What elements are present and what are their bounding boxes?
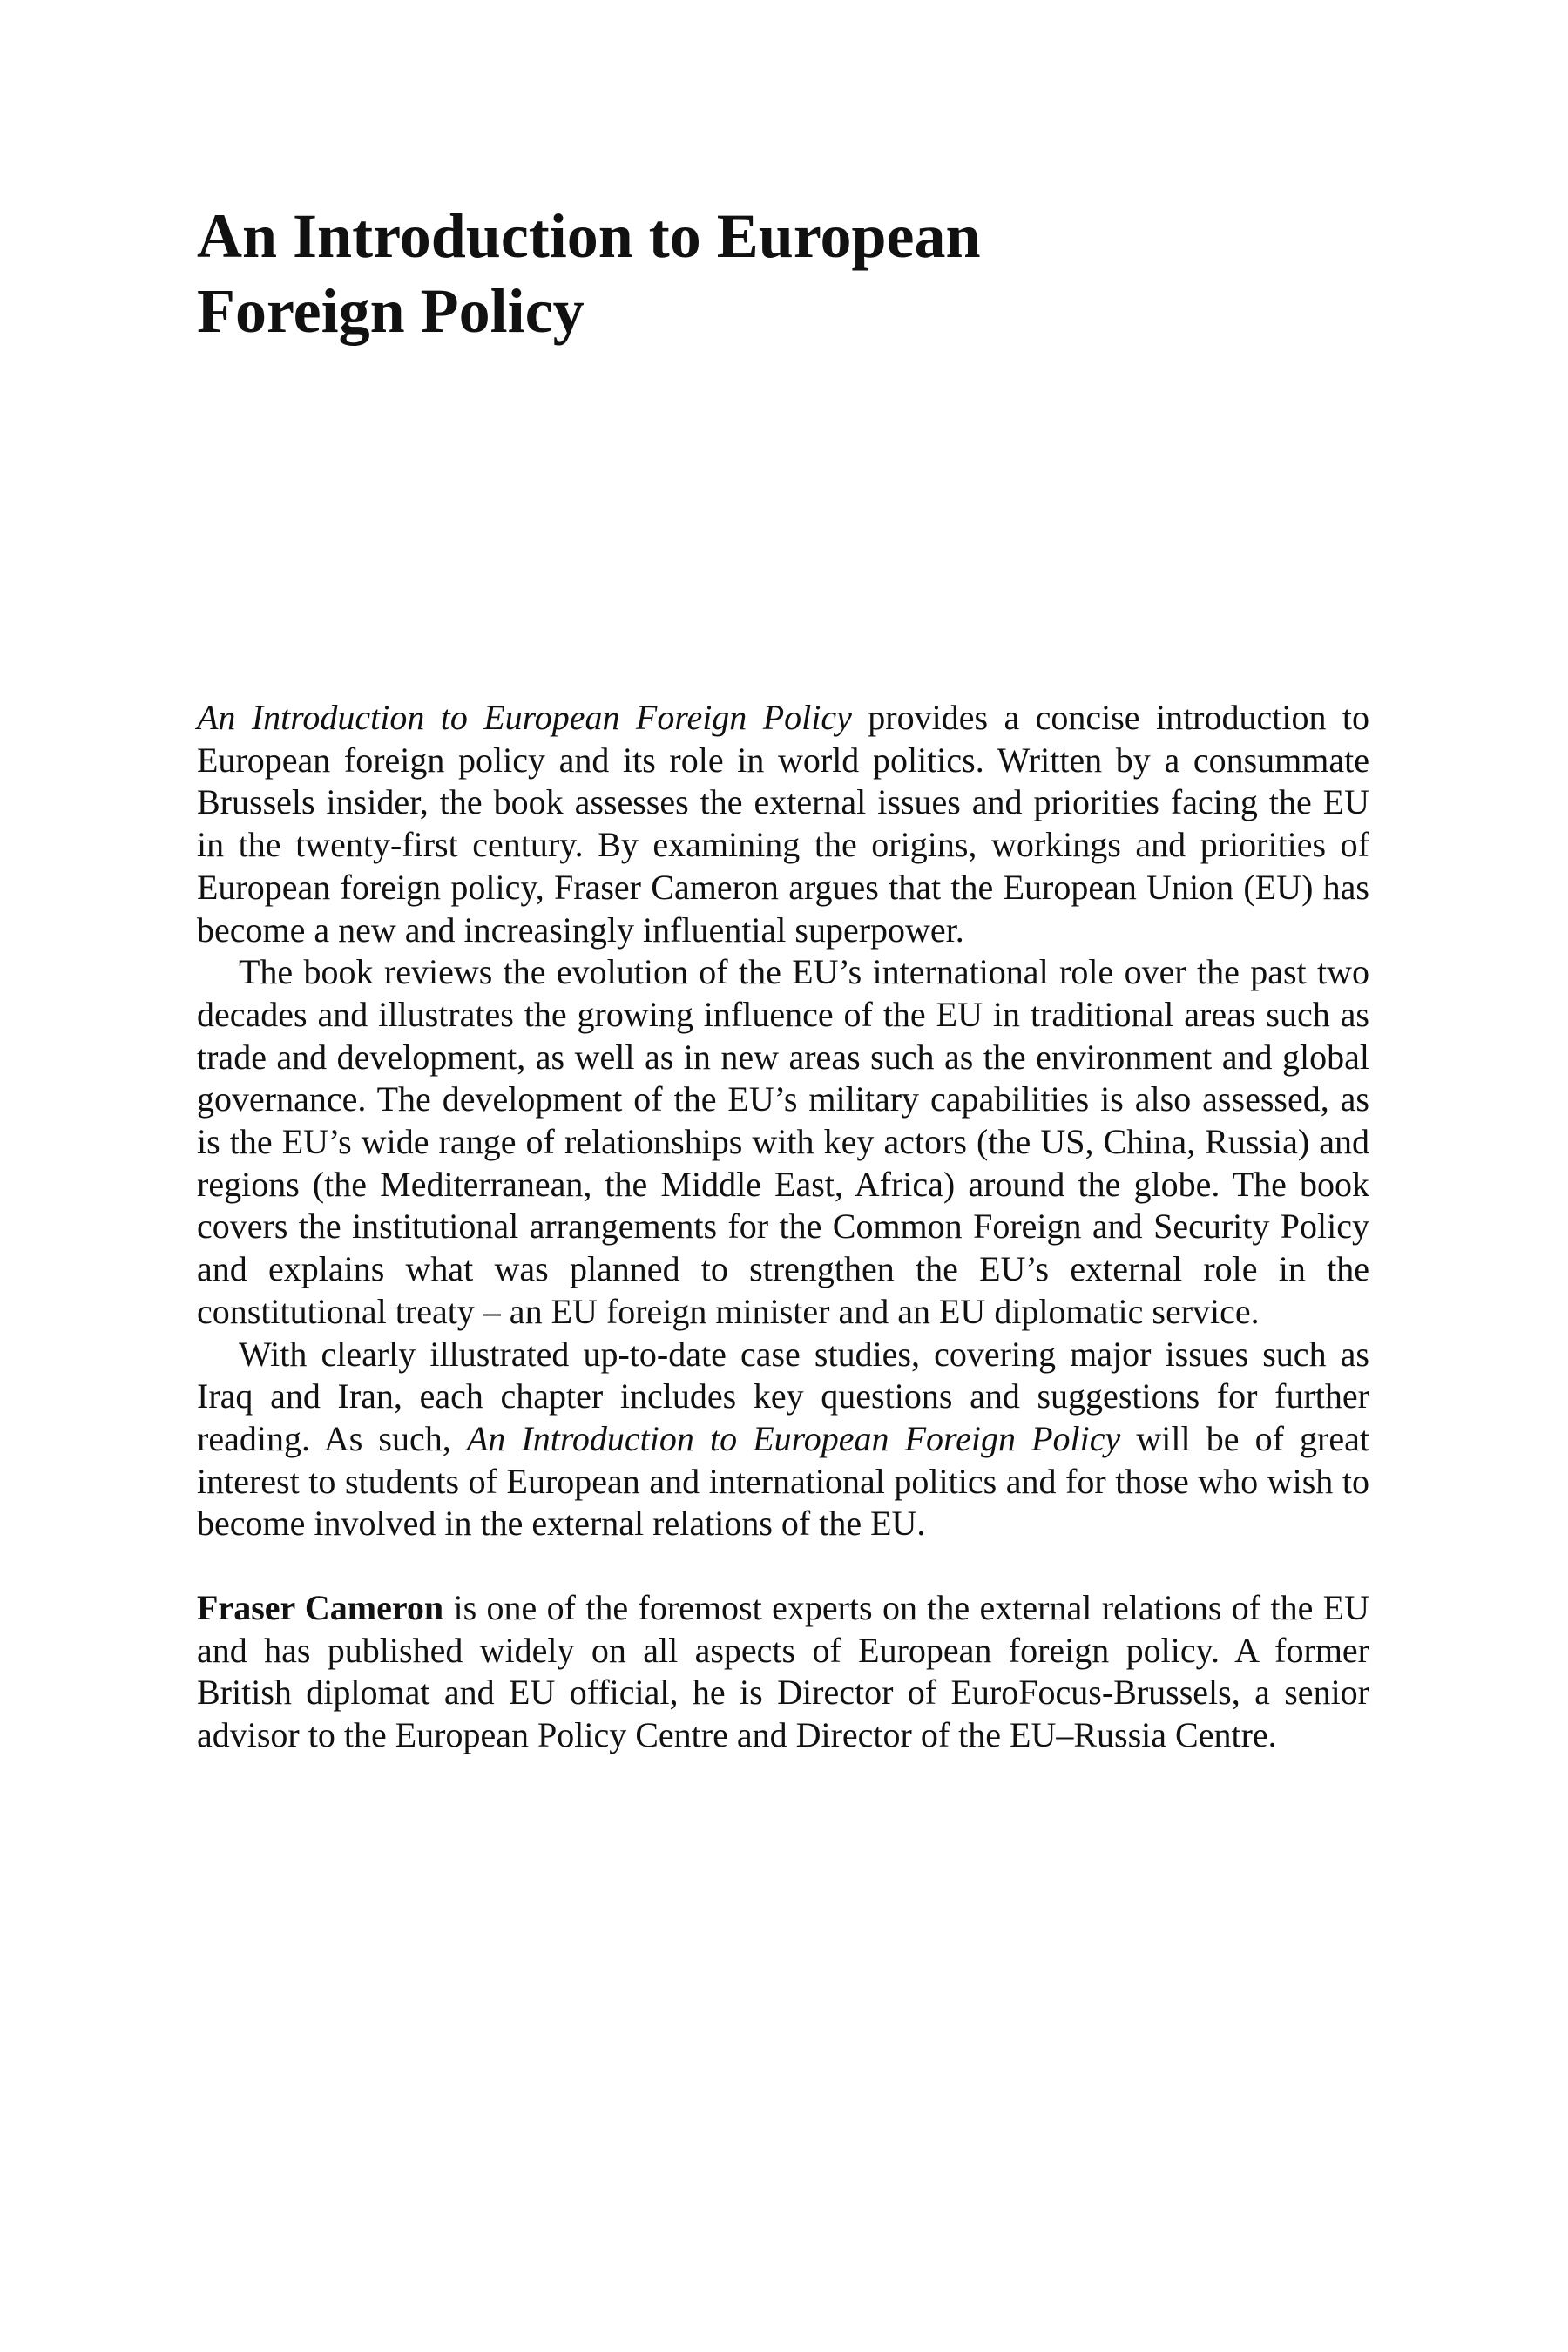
page-title xyxy=(197,199,1416,348)
book-title-italic: An Introduction to European Foreign Policy xyxy=(466,1418,1121,1458)
author-bio-text: is one of the foremost experts on the external relations of the EU and has published widely on all aspects of European foreign policy. A former British diplomat and EU official, he is Director of EuroFocus-Brussels, a senior advisor to the European Policy Centre and Director of the EU–Russia Centre. xyxy=(197,1588,1370,1755)
paragraph-text: will be of great interest to students of European and international politics and for those who wish to become involved in the external relations of the EU. xyxy=(197,1418,1369,1544)
blurb-paragraph-1 xyxy=(197,697,1369,951)
title-line-1: An Introduction to European xyxy=(197,201,981,271)
blurb-paragraph-2 xyxy=(197,951,1369,1333)
blurb-paragraph-3 xyxy=(197,1334,1369,1546)
paragraph-text: The book reviews the evolution of the EU’s international role over the past two decades and illustrates the growing influence of the EU in traditional areas such as trade and development, as well as in new areas such as the environment and global governance. The development of the EU’s military capabilities is also assessed, as is the EU’s wide range of relationships with key actors (the US, China, Russia) and regions (the Mediterranean, the Middle East, Africa) around the globe. The book covers the institutional arrangements for the Common Foreign and Security Policy and explains what was planned to strengthen the EU’s external role in the constitutional treaty – an EU foreign minister and an EU diplomatic service. xyxy=(197,952,1369,1331)
author-bio xyxy=(197,1587,1369,1757)
paragraph-text: provides a concise introduction to European foreign policy and its role in world politics. Written by a consummate Brussels insider, the book assesses the external issues and priorities facing the EU in the twenty-first century. By examining the origins, workings and priorities of European foreign policy, Fraser Cameron argues that the European Union (EU) has become a new and increasingly influential superpower. xyxy=(197,698,1369,950)
book-title-italic: An Introduction to European Foreign Policy xyxy=(197,698,852,737)
blurb-body xyxy=(197,697,1369,1757)
paragraph-text: With clearly illustrated up-to-date case studies, covering major issues such as Iraq and Iran, each chapter includes key questions and suggestions for further reading. As such, xyxy=(197,1334,1369,1458)
title-line-2: Foreign Policy xyxy=(197,276,585,346)
author-name: Fraser Cameron xyxy=(197,1588,444,1628)
